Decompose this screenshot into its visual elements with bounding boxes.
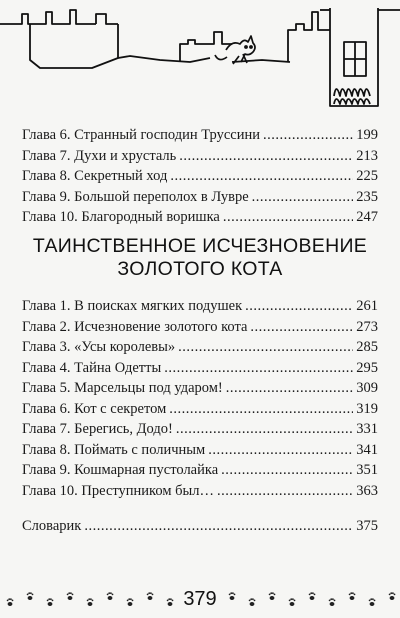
leader-dots [223,207,353,228]
page-ref: 295 [356,359,378,376]
page-ref: 363 [356,482,378,499]
chapter-title: Глава 10. Преступником был… [22,482,214,499]
page-number: 379 [183,588,217,610]
page-ref: 351 [356,462,378,478]
page-ref: 309 [356,380,378,396]
leader-dots [250,317,353,338]
toc-entry [22,419,378,440]
page-ref: 261 [356,298,378,314]
chapter-title: Глава 8. Секретный ход [22,168,168,184]
section-heading-line1: ТАИНСТВЕННОЕ ИСЧЕЗНОВЕНИЕ [32,235,368,257]
toc-entry [22,378,378,399]
chapter-title: Глава 9. Большой переполох в Лувре [22,188,249,205]
chapter-title: Глава 7. Берегись, Додо! [22,421,173,437]
chapter-title: Глава 4. Тайна Одетты [22,359,162,376]
leader-dots [164,358,353,379]
toc-entry [22,125,378,146]
page-ref: 235 [356,188,378,205]
toc-entry [22,296,378,317]
chapter-title: Глава 6. Странный господин Труссини [22,127,261,143]
chapter-title: Глава 3. «Усы королевы» [22,339,176,355]
leader-dots [245,296,353,317]
chapter-title: Глава 6. Кот с секретом [22,400,167,417]
page-ref: 273 [356,318,378,335]
chapter-title: Глава 8. Поймать с поличным [22,441,206,458]
glossary-title: Словарик [22,518,82,534]
leader-dots [263,125,353,146]
chapter-title: Глава 5. Марсельцы под ударом! [22,380,223,396]
leader-dots [84,516,353,537]
toc-entry [22,317,378,338]
toc-entry [22,399,378,420]
toc-entry [22,460,378,481]
toc-entry [22,166,378,187]
toc-entry [22,207,378,228]
page-ref: 319 [356,400,378,417]
leader-dots [252,187,353,208]
rooftop-cat-icon [0,0,400,110]
toc-entry [22,440,378,461]
leader-dots [208,440,353,461]
page-ref: 285 [356,339,378,355]
page-ref: 375 [356,518,378,534]
chapter-title: Глава 10. Благородный воришка [22,209,220,225]
leader-dots [170,166,353,187]
leader-dots [226,378,353,399]
page-ref: 225 [356,168,378,184]
chapter-title: Глава 1. В поисках мягких подушек [22,298,243,314]
toc-entry [22,516,378,537]
toc-entry [22,481,378,502]
toc-entry [22,187,378,208]
leader-dots [169,399,353,420]
toc-part1 [22,125,378,228]
toc-glossary [22,516,378,537]
section-heading-line2: ЗОЛОТОГО КОТА [117,258,283,280]
toc-entry [22,337,378,358]
page-ref: 331 [356,421,378,437]
leader-dots [217,481,353,502]
toc-entry [22,146,378,167]
chapter-title: Глава 9. Кошмарная пустолайка [22,462,219,478]
page-ref: 199 [356,127,378,143]
page-ref: 247 [356,209,378,225]
toc-part2 [22,296,378,501]
leader-dots [221,460,353,481]
section-heading [0,235,400,281]
leader-dots [176,419,353,440]
leader-dots [179,146,353,167]
page-ref: 213 [356,147,378,164]
chapter-title: Глава 7. Духи и хрусталь [22,147,177,164]
chapter-title: Глава 2. Исчезновение золотого кота [22,318,248,335]
toc-entry [22,358,378,379]
leader-dots [178,337,353,358]
page-ref: 341 [356,441,378,458]
